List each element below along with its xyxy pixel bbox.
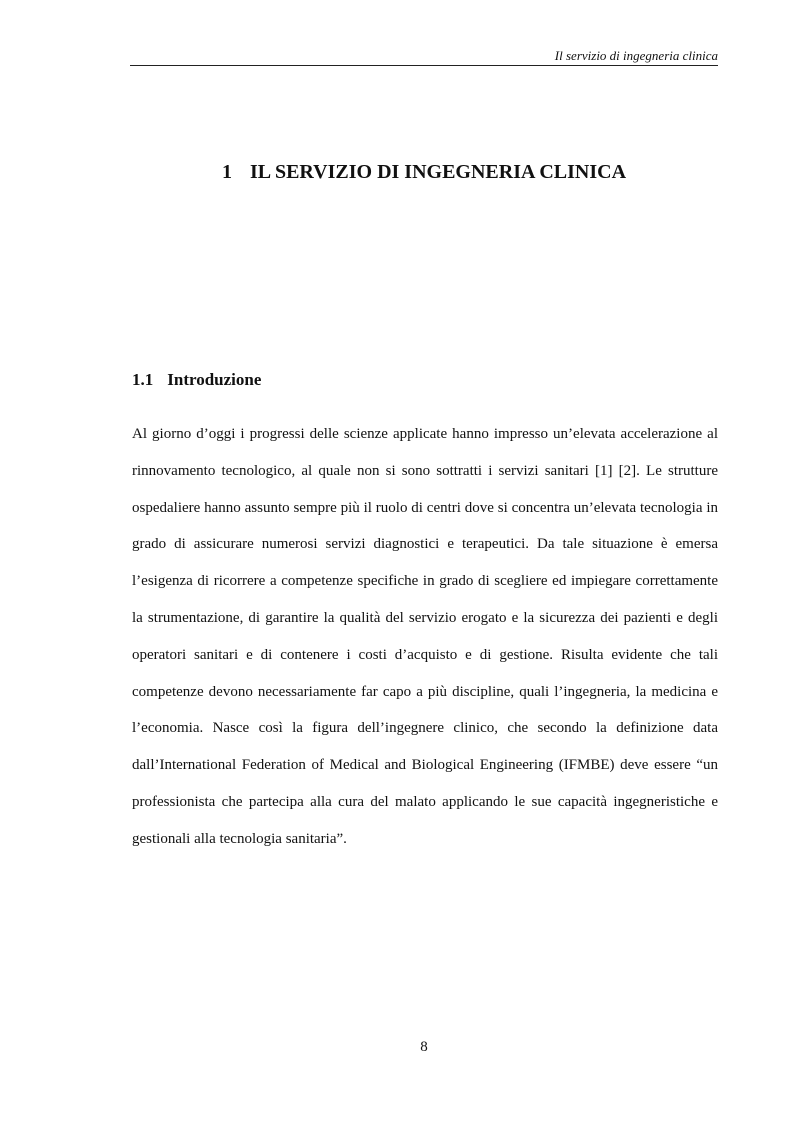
section-title-text: Introduzione (167, 370, 262, 389)
chapter-title (130, 159, 718, 185)
chapter-title-text: IL SERVIZIO DI INGEGNERIA CLINICA (249, 161, 627, 183)
section-title (132, 369, 261, 391)
chapter-number: 1 (221, 161, 232, 183)
section-number: 1.1 (132, 370, 154, 389)
running-header: Il servizio di ingegneria clinica (554, 48, 718, 63)
header-rule (130, 65, 718, 66)
page-number: 8 (420, 1039, 428, 1055)
body-paragraph: Al giorno d’oggi i progressi delle scienze applicate hanno impresso un’elevata accelerazione al rinnovamento tecnologico, al quale non si sono sottratti i servizi sanitari [1] [2]. Le strutture ospedaliere hanno assunto sempre più il ruolo di centri dove si concentra un’elevata tecnologia in grado di assicurare numerosi servizi diagnostici e terapeutici. Da tale situazione è emersa l’esigenza di ricorrere a competenze specifiche in grado di scegliere ed impiegare correttamente la strumentazione, di garantire la qualità del servizio erogato e la sicurezza dei pazienti e degli operatori sanitari e di contenere i costi d’acquisto e di gestione. Risulta evidente che tali competenze devono necessariamente far capo a più discipline, quali l’ingegneria, la medicina e l’economia. Nasce così la figura dell’ingegnere clinico, che secondo la definizione data dall’International Federation of Medical and Biological Engineering (IFMBE) deve essere “un professionista che partecipa alla cura del malato applicando le sue capacità ingegneristiche e gestionali alla tecnologia sanitaria”. (132, 426, 718, 847)
